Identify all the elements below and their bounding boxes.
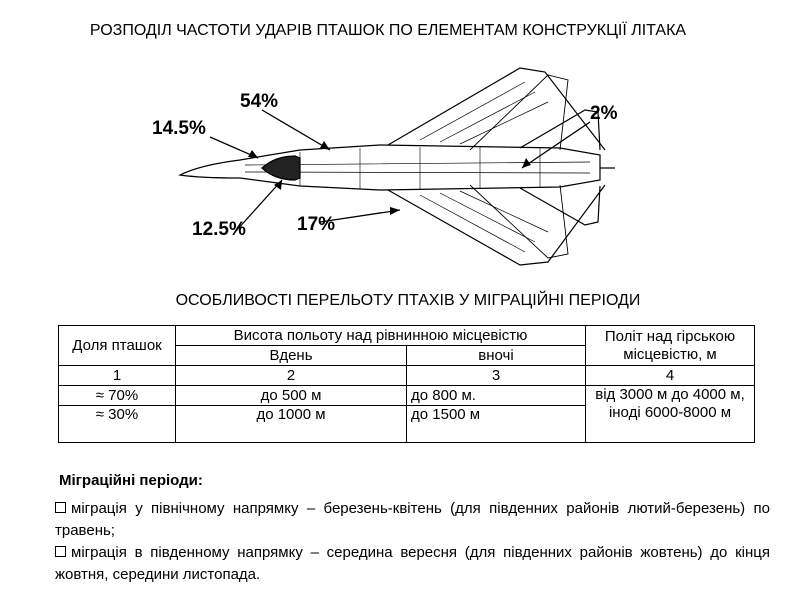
aircraft-diagram (0, 0, 800, 290)
header-night: вночі (407, 346, 586, 366)
page-title: РОЗПОДІЛ ЧАСТОТИ УДАРІВ ПТАШОК ПО ЕЛЕМЕНТАМ КОНСТРУКЦІЇ ЛІТАКА (89, 22, 687, 39)
cell-share: ≈ 70% (59, 386, 176, 406)
cell-night: до 800 м. (407, 386, 586, 406)
col-number: 1 (59, 366, 176, 386)
cockpit-canopy (262, 156, 300, 180)
upper-wing (388, 68, 605, 150)
header-day: Вдень (176, 346, 407, 366)
migration-list (55, 498, 770, 586)
lower-wing (388, 185, 605, 265)
col-number: 3 (407, 366, 586, 386)
cell-share: ≈ 30% (59, 406, 176, 443)
label-wing-percent: 2% (590, 103, 618, 124)
checkbox-bullet-icon (55, 502, 66, 513)
list-item: міграція у північному напрямку – березень-квітень (для південних районів лютий-березень) по травень; (55, 500, 770, 539)
header-share: Доля пташок (59, 326, 176, 366)
list-item: міграція в південному напрямку – середина вересня (для південних районів жовтень) до кінця жовтня, середини листопада. (55, 544, 770, 583)
migration-table (58, 325, 755, 443)
migration-title: Міграційні періоди: (59, 472, 203, 489)
col-number: 4 (586, 366, 755, 386)
label-nose-percent: 14.5% (152, 118, 206, 139)
cell-day: до 500 м (176, 386, 407, 406)
col-number: 2 (176, 366, 407, 386)
label-canopy-percent: 54% (240, 91, 279, 112)
header-mountain: Політ над гірською місцевістю, м (586, 326, 755, 366)
checkbox-bullet-icon (55, 546, 66, 557)
section-subtitle: ОСОБЛИВОСТІ ПЕРЕЛЬОТУ ПТАХІВ У МІГРАЦІЙНІ ПЕРІОДИ (175, 292, 641, 309)
cell-night: до 1500 м (407, 406, 586, 443)
header-flat: Висота польоту над рівнинною місцевістю (176, 326, 586, 346)
label-intake-percent: 12.5% (192, 219, 246, 240)
cell-day: до 1000 м (176, 406, 407, 443)
cell-mountain: від 3000 м до 4000 м, іноді 6000-8000 м (586, 386, 755, 443)
label-fuselage-percent: 17% (297, 214, 336, 235)
